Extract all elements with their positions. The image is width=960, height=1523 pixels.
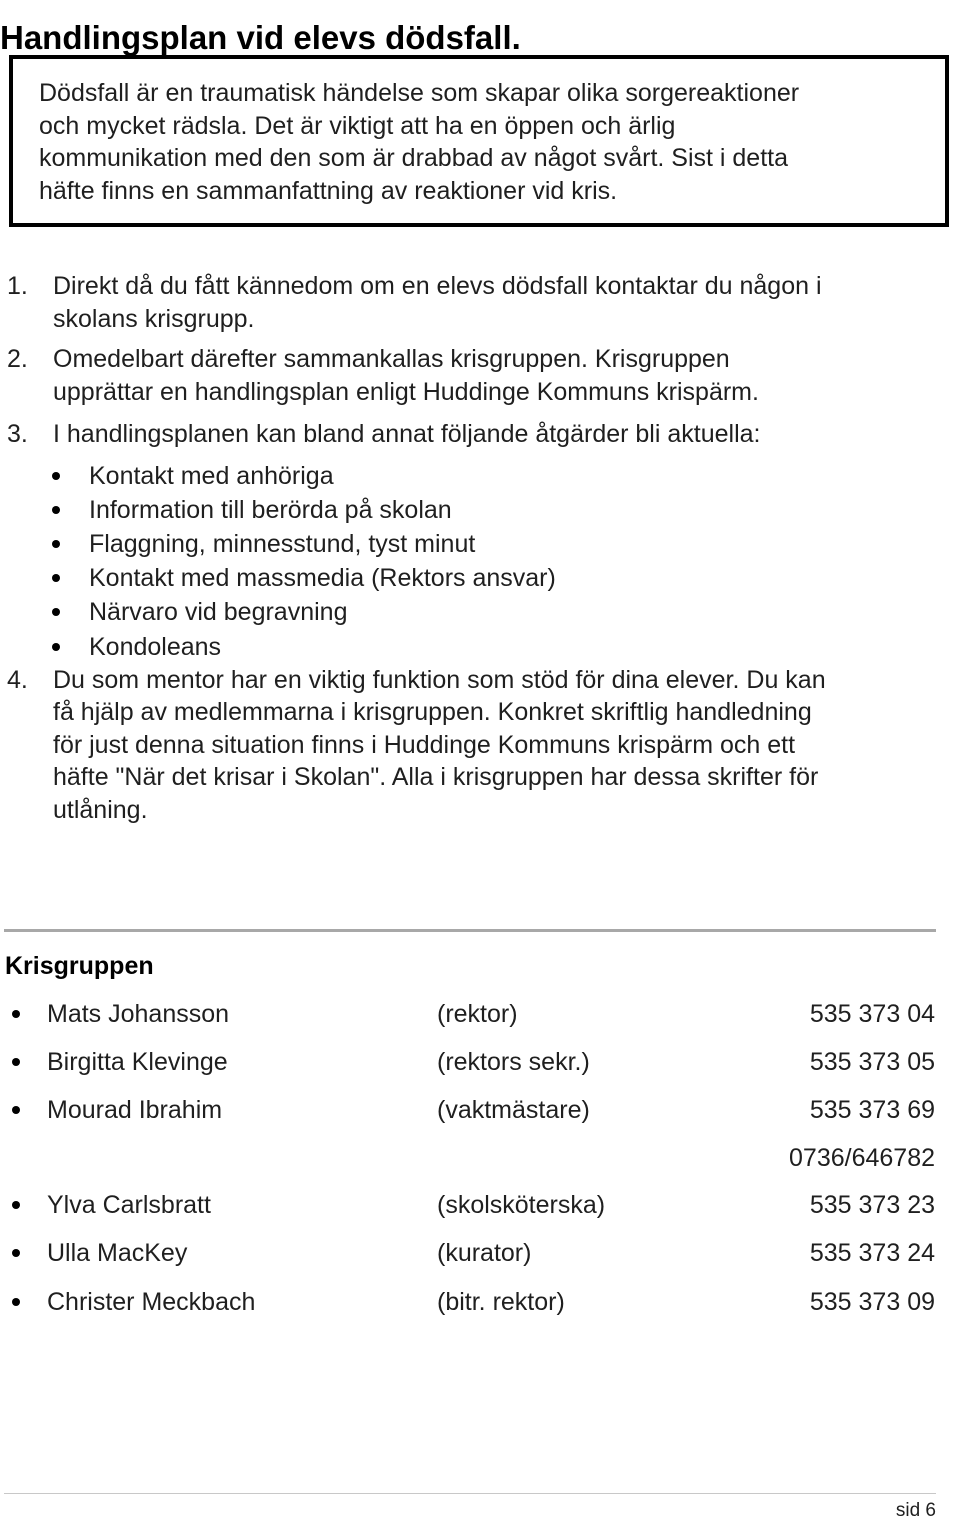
contact-name: Mats Johansson — [47, 1000, 230, 1028]
list-item: Kontakt med massmedia (Rektors ansvar) — [7, 561, 947, 595]
contact-row — [0, 1285, 960, 1319]
intro-line: och mycket rädsla. Det är viktigt att ha en öppen och ärlig — [39, 111, 676, 140]
footer-divider — [4, 1493, 936, 1494]
contact-phone: 535 373 04 — [809, 1000, 935, 1028]
page-number: sid 6 — [895, 1500, 936, 1521]
intro-line: Dödsfall är en traumatisk händelse som skapar olika sorgereaktioner — [39, 79, 800, 107]
intro-line: kommunikation med den som är drabbad av något svårt. Sist i detta — [39, 144, 788, 172]
step-text-line: för just denna situation finns i Huddinge Kommuns krispärm och ett — [53, 730, 796, 759]
list-item: Kondoleans — [7, 630, 947, 664]
contact-phone: 535 373 09 — [809, 1288, 935, 1316]
contact-role: (bitr. rektor) — [437, 1288, 565, 1316]
contact-name: Birgitta Klevinge — [47, 1048, 228, 1076]
step-number: 2. — [7, 345, 28, 373]
krisgruppen-heading: Krisgruppen — [5, 952, 154, 980]
list-item: Information till berörda på skolan — [7, 493, 947, 527]
contact-name: Christer Meckbach — [47, 1288, 256, 1316]
bullet-icon — [12, 1249, 20, 1257]
bullet-icon — [12, 1058, 20, 1066]
list-item: Kontakt med anhöriga — [7, 459, 947, 493]
step-text-line: I handlingsplanen kan bland annat följande åtgärder bli aktuella: — [53, 420, 761, 448]
contact-phone: 535 373 69 — [809, 1096, 935, 1124]
intro-line: häfte finns en sammanfattning av reaktioner vid kris. — [39, 176, 618, 205]
contact-name: Ylva Carlsbratt — [47, 1191, 211, 1219]
contact-role: (vaktmästare) — [437, 1096, 590, 1124]
step-text-line: häfte "När det krisar i Skolan". Alla i krisgruppen har dessa skrifter för — [53, 763, 819, 792]
contact-name: Mourad Ibrahim — [47, 1096, 223, 1124]
step-number: 3. — [7, 420, 28, 448]
page-title: Handlingsplan vid elevs dödsfall. — [0, 19, 521, 57]
list-item: Närvaro vid begravning — [7, 595, 947, 629]
contact-mobile: 0736/646782 — [789, 1144, 935, 1172]
bullet-icon — [12, 1201, 20, 1209]
contact-phone: 535 373 05 — [809, 1048, 935, 1076]
step-text-line: skolans krisgrupp. — [53, 304, 255, 333]
list-item: Flaggning, minnesstund, tyst minut — [7, 527, 947, 561]
step-text-line: Direkt då du fått kännedom om en elevs dödsfall kontaktar du någon i — [53, 272, 822, 300]
contact-name: Ulla MacKey — [47, 1239, 188, 1267]
contact-phone: 535 373 24 — [809, 1239, 935, 1267]
contact-row — [0, 997, 960, 1031]
contact-role: (skolsköterska) — [437, 1191, 606, 1219]
step-text-line: utlåning. — [53, 795, 148, 824]
contact-row — [0, 1045, 960, 1079]
step-text-line: Omedelbart därefter sammankallas krisgruppen. Krisgruppen — [53, 345, 730, 373]
contact-phone: 535 373 23 — [809, 1191, 935, 1219]
contact-row — [0, 1188, 960, 1222]
contact-role: (rektor) — [437, 1000, 518, 1028]
contact-role: (rektors sekr.) — [437, 1048, 590, 1076]
step-text-line: få hjälp av medlemmarna i krisgruppen. Konkret skriftlig handledning — [53, 698, 812, 727]
contact-role: (kurator) — [437, 1239, 532, 1267]
bullet-icon — [12, 1010, 20, 1018]
step-number: 1. — [7, 272, 28, 300]
step-text-line: Du som mentor har en viktig funktion som stöd för dina elever. Du kan — [53, 665, 826, 694]
contact-row — [0, 1093, 960, 1172]
step-number: 4. — [7, 665, 28, 694]
contact-row — [0, 1236, 960, 1270]
step-text-line: upprättar en handlingsplan enligt Huddinge Kommuns krispärm. — [53, 377, 759, 406]
bullet-icon — [12, 1298, 20, 1306]
bullet-icon — [12, 1106, 20, 1114]
